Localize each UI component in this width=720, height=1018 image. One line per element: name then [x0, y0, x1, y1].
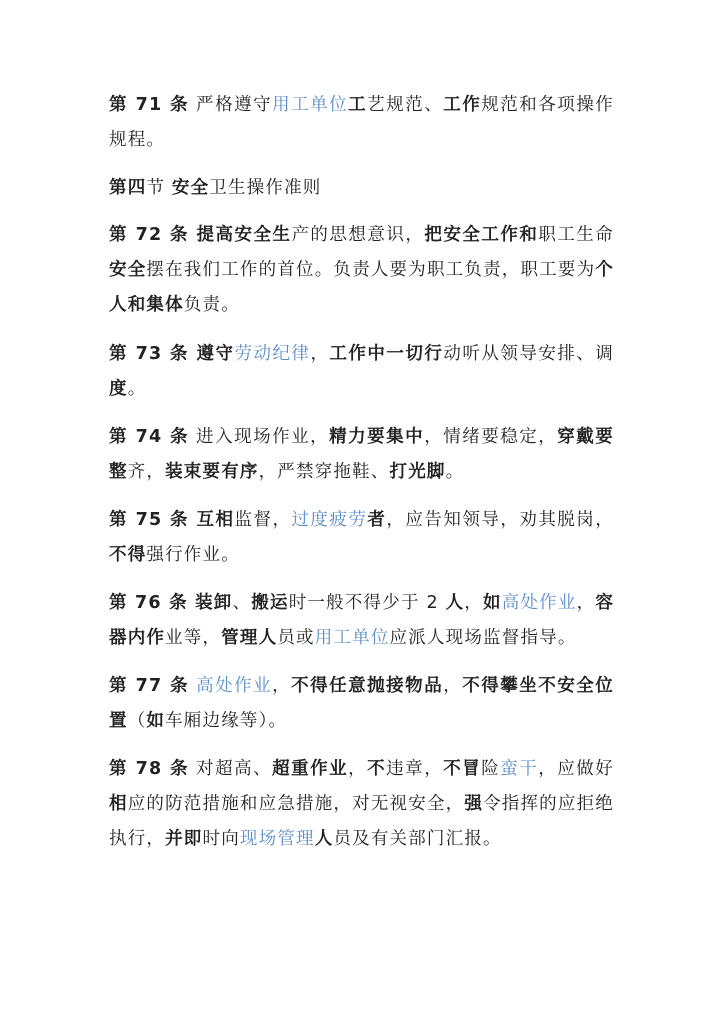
- article-72-paragraph: [109, 218, 614, 323]
- highlighted-term: 现场管理: [239, 829, 315, 849]
- article-78-paragraph: [109, 752, 614, 857]
- highlighted-term: 蛮干: [500, 759, 539, 779]
- text-segment: （: [127, 711, 147, 731]
- text-segment: ，应做好: [538, 759, 615, 779]
- article-76-paragraph: [109, 586, 614, 656]
- text-segment: ，情绪要稳定，: [424, 427, 558, 447]
- text-segment: 节: [146, 178, 172, 198]
- bold-text: 并即: [165, 829, 203, 849]
- text-segment: 进入现场作业，: [188, 427, 330, 447]
- bold-text: 超重作业: [272, 759, 349, 779]
- text-segment: 。: [127, 379, 147, 399]
- bold-text: 人: [445, 593, 465, 613]
- text-segment: 产的思想意识，: [291, 225, 425, 245]
- bold-text: 第 74 条: [109, 427, 189, 447]
- bold-text: 搬运: [251, 593, 289, 613]
- bold-text: 第 75 条 互相: [109, 510, 235, 530]
- article-71-paragraph: [109, 88, 614, 158]
- bold-text: 不: [367, 759, 387, 779]
- article-77-paragraph: [109, 669, 614, 739]
- text-segment: 、: [232, 593, 252, 613]
- bold-text: 如: [483, 593, 502, 613]
- text-segment: 对超高、: [188, 759, 273, 779]
- bold-text: 不得任意抛接物品: [291, 676, 444, 696]
- text-segment: 职工生命: [538, 225, 614, 245]
- highlighted-term: 用工单位: [272, 95, 349, 115]
- text-segment: 应的防范措施和应急措施，对无视安全，: [127, 794, 465, 814]
- text-segment: 摆在我们工作的首位。负责人要为职工负责，职工要为: [146, 260, 596, 280]
- text-segment: ，: [348, 759, 368, 779]
- text-segment: 员及有关部门汇报。: [333, 829, 502, 849]
- bold-text: 工作: [443, 95, 482, 115]
- text-segment: ，: [272, 676, 292, 696]
- text-segment: 时一般不得少于 2: [288, 593, 446, 613]
- highlighted-term: 用工单位: [314, 628, 390, 648]
- text-segment: 卫生操作准则: [209, 178, 322, 198]
- article-75-paragraph: [109, 503, 614, 573]
- text-segment: [189, 676, 196, 696]
- bold-text: 相: [109, 794, 128, 814]
- text-segment: 规范和各项操作规程。: [109, 95, 615, 150]
- text-segment: 强行作业。: [146, 545, 240, 565]
- bold-text: 不冒: [443, 759, 482, 779]
- highlighted-term: 高处作业: [501, 593, 577, 613]
- article-74-paragraph: [109, 420, 614, 490]
- bold-text: 工作中一切行: [329, 344, 444, 364]
- bold-text: 个人和集体: [109, 260, 614, 315]
- bold-text: 装束要有序: [165, 462, 259, 482]
- text-segment: ，: [443, 676, 463, 696]
- text-segment: 监督，: [234, 510, 292, 530]
- text-segment: ，严禁穿拖鞋、: [258, 462, 390, 482]
- bold-text: 度: [109, 379, 128, 399]
- bold-text: 精力要集中: [329, 427, 425, 447]
- text-segment: 齐，: [127, 462, 166, 482]
- bold-text: 如: [146, 711, 166, 731]
- bold-text: 第 76 条 装卸: [109, 593, 233, 613]
- bold-text: 强: [464, 794, 484, 814]
- text-segment: 应派人现场监督指导。: [389, 628, 577, 648]
- bold-text: 不得: [109, 545, 147, 565]
- bold-text: 人: [314, 829, 334, 849]
- text-segment: 时向: [202, 829, 240, 849]
- bold-text: 安全: [109, 260, 147, 280]
- text-segment: ，应告知领导，劝其脱岗，: [386, 510, 614, 530]
- text-segment: 业等，: [165, 628, 222, 648]
- bold-text: 打光脚: [389, 462, 446, 482]
- bold-text: 第 78 条: [109, 759, 189, 779]
- text-segment: 令指挥的应拒绝执行，: [109, 794, 614, 849]
- bold-text: 第 71 条: [109, 95, 189, 115]
- bold-text: 第 77 条: [109, 676, 189, 696]
- bold-text: 容器内作: [109, 593, 615, 648]
- bold-text: 把安全工作和: [424, 225, 539, 245]
- text-segment: 。: [445, 462, 465, 482]
- bold-text: 第 72 条 提高安全生: [109, 225, 292, 245]
- highlighted-term: 过度疲劳: [291, 510, 368, 530]
- text-segment: ，: [310, 344, 330, 364]
- text-segment: 负责。: [183, 295, 240, 315]
- bold-text: 穿戴要整: [109, 427, 615, 482]
- article-73-paragraph: [109, 337, 614, 407]
- bold-text: 安全: [171, 178, 210, 198]
- highlighted-term: 劳动纪律: [234, 344, 311, 364]
- bold-text: 管理人: [221, 628, 278, 648]
- bold-text: 第 73 条 遵守: [109, 344, 235, 364]
- text-segment: 艺规范、: [367, 95, 444, 115]
- text-segment: 严格遵守: [188, 95, 273, 115]
- bold-text: 第四: [109, 178, 147, 198]
- text-segment: ，: [576, 593, 596, 613]
- text-segment: 车厢边缘等）。: [165, 711, 288, 731]
- bold-text: 不得攀坐不安全位置: [109, 676, 614, 731]
- text-segment: 违章，: [386, 759, 444, 779]
- text-segment: ，: [464, 593, 484, 613]
- highlighted-term: 高处作业: [196, 676, 273, 696]
- text-segment: 险: [481, 759, 501, 779]
- bold-text: 者: [367, 510, 387, 530]
- section-heading-safety-hygiene: [109, 171, 614, 206]
- text-segment: 动听从领导安排、调: [443, 344, 614, 364]
- bold-text: 工: [348, 95, 368, 115]
- text-segment: 员或: [277, 628, 315, 648]
